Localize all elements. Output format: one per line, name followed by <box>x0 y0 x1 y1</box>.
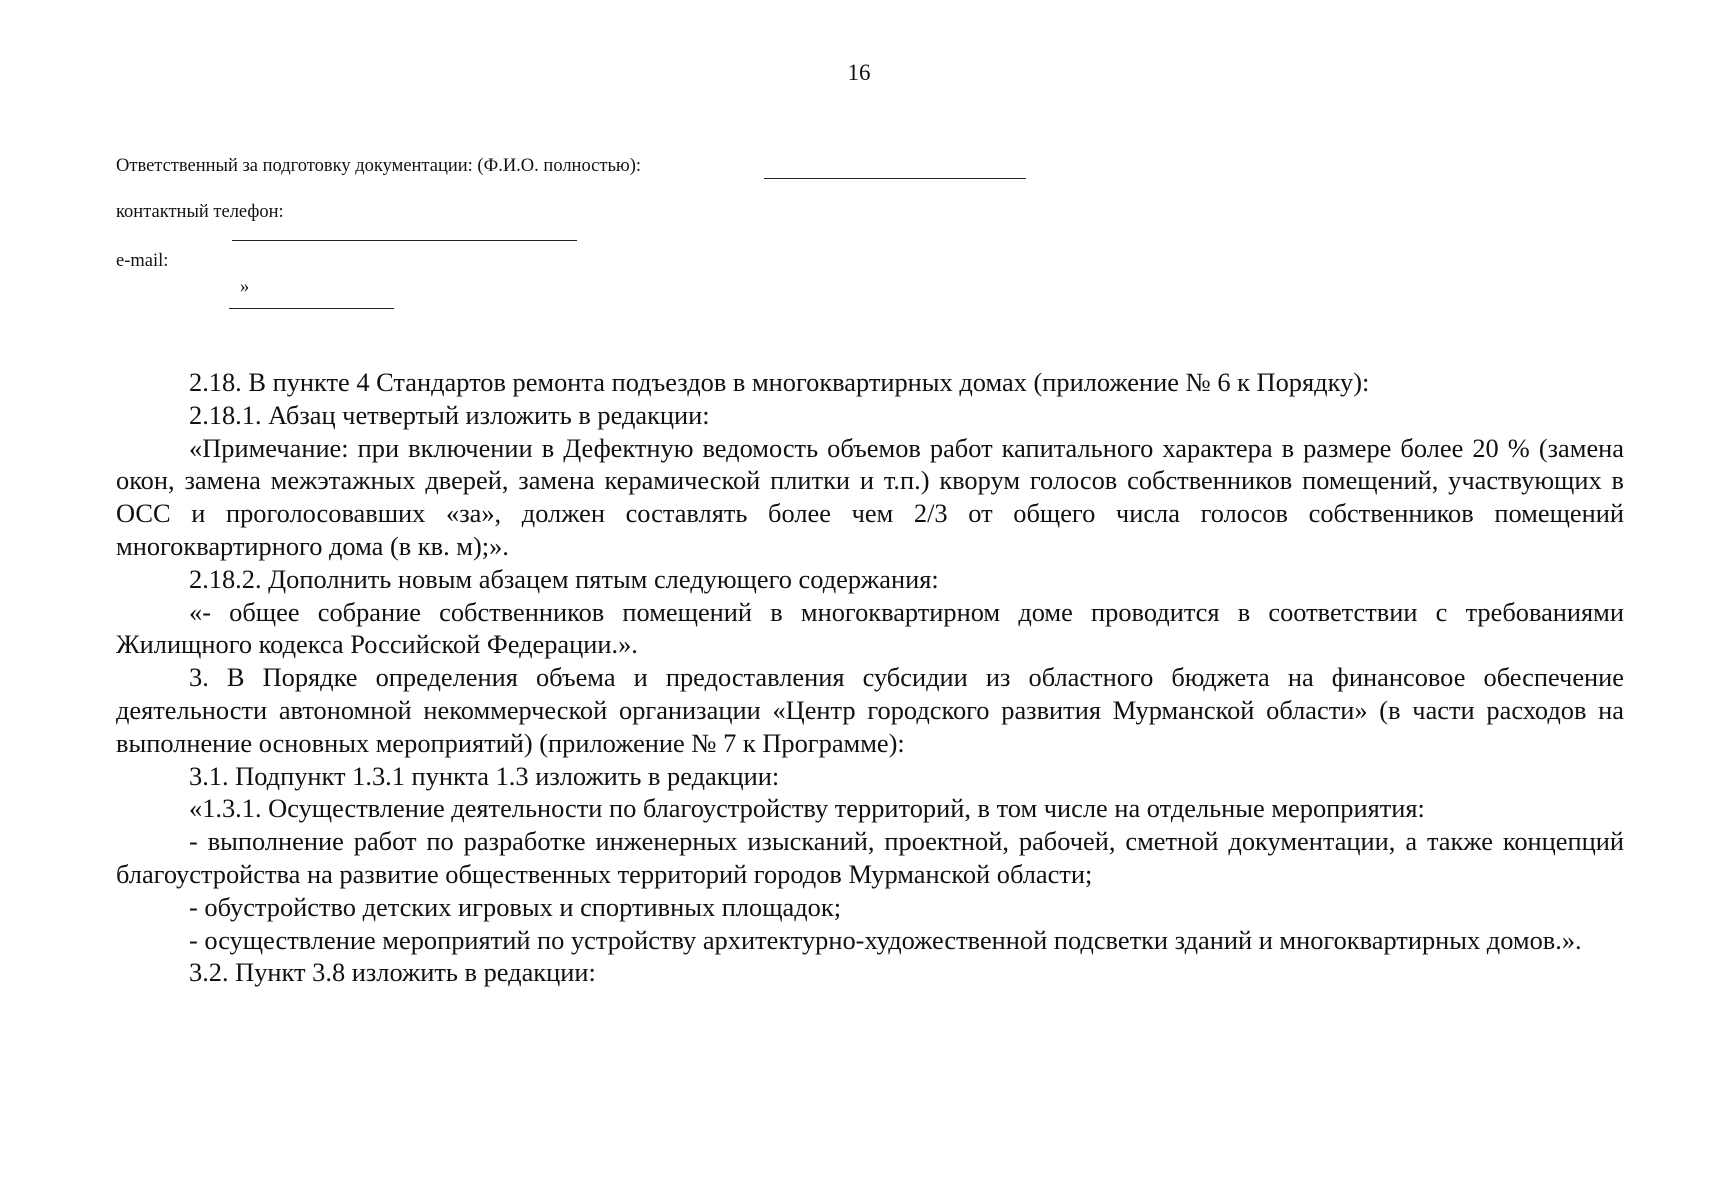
responsible-name-blank <box>764 178 1026 179</box>
list-item-lighting: - осуществление мероприятий по устройству архитектурно-художественной подсветки зданий и многоквартирных домов.». <box>189 924 1582 955</box>
page-number: 16 <box>847 60 871 85</box>
paragraph-2-18: 2.18. В пункте 4 Стандартов ремонта подъездов в многоквартирных домах (приложение № 6 к Порядку): <box>189 367 1370 397</box>
closing-quote: » <box>240 277 250 297</box>
email-blank <box>229 308 394 309</box>
paragraph-note-quote: «Примечание: при включении в Дефектную ведомость объемов работ капитального характера в размере более 20 % (замена окон, замена межэтажных дверей, замена керамической плитки и т.п.) кворум голосов собственников помещений, участвующих в ОСС и проголосовавших «за», должен составлять более чем 2/3 от общего числа голосов собственников помещений многоквартирного дома (в кв. м);». <box>116 432 1624 561</box>
phone-blank <box>232 240 577 241</box>
document-body <box>116 366 1624 989</box>
paragraph-general-meeting-quote: «- общее собрание собственников помещений в многоквартирном доме проводится в соответствии с требованиями Жилищного кодекса Российской Федерации.». <box>116 596 1624 660</box>
email-label: e-mail: <box>116 251 169 271</box>
responsible-label: Ответственный за подготовку документации: (Ф.И.О. полностью): <box>116 156 642 176</box>
paragraph-3-1: 3.1. Подпункт 1.3.1 пункта 1.3 изложить в редакции: <box>189 760 780 791</box>
phone-label: контактный телефон: <box>116 202 284 222</box>
paragraph-1-3-1-quote: «1.3.1. Осуществление деятельности по благоустройству территорий, в том числе на отдельные мероприятия: <box>189 793 1425 824</box>
list-item-engineering-surveys: - выполнение работ по разработке инженерных изысканий, проектной, рабочей, сметной документации, а также концепций благоустройства на развитие общественных территорий городов Мурманской области; <box>116 826 1624 889</box>
paragraph-3-2: 3.2. Пункт 3.8 изложить в редакции: <box>189 957 596 988</box>
paragraph-2-18-1: 2.18.1. Абзац четвертый изложить в редакции: <box>189 399 710 430</box>
list-item-playgrounds: - обустройство детских игровых и спортивных площадок; <box>189 891 842 922</box>
paragraph-3: 3. В Порядке определения объема и предоставления субсидии из областного бюджета на финансовое обеспечение деятельности автономной некоммерческой организации «Центр городского развития Мурманской области» (в части расходов на выполнение основных мероприятий) (приложение № 7 к Программе): <box>116 662 1624 758</box>
paragraph-2-18-2: 2.18.2. Дополнить новым абзацем пятым следующего содержания: <box>189 563 939 594</box>
